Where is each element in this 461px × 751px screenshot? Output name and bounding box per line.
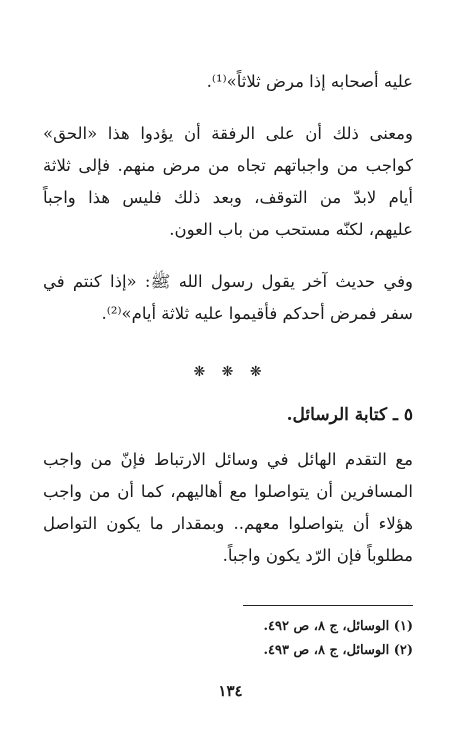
- footnote: (٢) الوسائل، ج ٨، ص ٤٩٣.: [263, 643, 413, 658]
- footnote-divider: [243, 605, 413, 606]
- text-line: وفي حديث آخر يقول رسول الله ﷺ: «إذا كنتم في: [43, 272, 413, 291]
- text-line: عليه أصحابه إذا مرض ثلاثاً»⁽¹⁾.: [206, 72, 413, 91]
- page-number: ١٣٤: [218, 682, 243, 700]
- section-heading: ٥ ـ كتابة الرسائل.: [286, 405, 413, 425]
- text-line: ومعنى ذلك أن على الرفقة أن يؤدوا هذا «الحق»: [43, 124, 413, 143]
- footnote: (١) الوسائل، ج ٨، ص ٤٩٢.: [263, 619, 413, 634]
- text-line: أيام لابدّ من التوقف، وبعد ذلك فليس هذا واجباً: [43, 188, 413, 207]
- text-line: كواجب من واجباتهم تجاه من مرض منهم. فإلى ثلاثة: [43, 156, 413, 175]
- text-line: هؤلاء أن يتواصلوا معهم.. وبمقدار ما يكون التواصل: [43, 514, 413, 533]
- text-line: سفر فمرض أحدكم فأقيموا عليه ثلاثة أيام»⁽²⁾.: [101, 304, 413, 323]
- section-separator: ❋ ❋ ❋: [193, 364, 268, 380]
- text-line: عليهم، لكنّه مستحب من باب العون.: [169, 220, 413, 239]
- text-line: مطلوباً فإن الرّد يكون واجباً.: [222, 546, 413, 565]
- text-line: المسافرين أن يتواصلوا مع أهاليهم، كما أن من واجب: [43, 482, 413, 501]
- text-line: مع التقدم الهائل في وسائل الارتباط فإنّ من واجب: [43, 450, 413, 469]
